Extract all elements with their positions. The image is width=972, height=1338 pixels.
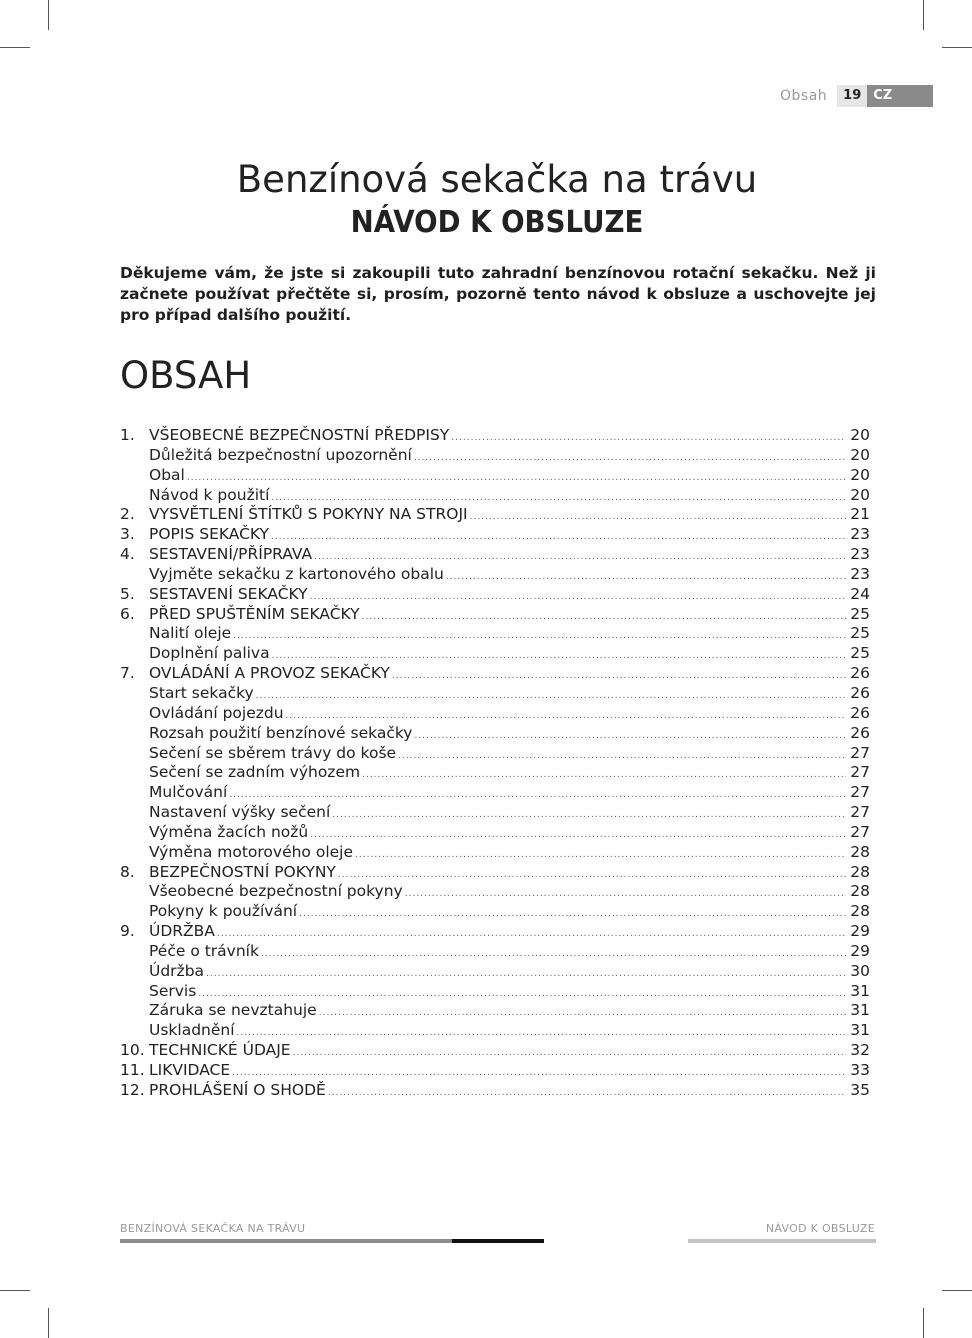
toc-entry-leader [206,970,846,979]
toc-entry-leader [286,712,846,721]
toc-entry-page: 27 [850,783,870,802]
toc-entry[interactable] [120,684,870,704]
toc-entry-title: VŠEOBECNÉ BEZPEČNOSTNÍ PŘEDPISY [149,426,450,444]
toc-entry-page: 26 [850,723,870,742]
crop-mark [0,1290,30,1291]
toc-entry[interactable] [120,902,870,922]
footer-bar-segment [452,1239,544,1243]
toc-entry-title: Pokyny k používání [149,902,298,921]
toc-entry-page: 20 [850,465,870,484]
toc-entry[interactable] [120,724,870,744]
toc-entry-page: 20 [850,445,870,464]
toc-entry-leader [198,990,846,999]
toc-entry-number: 11. [120,1061,145,1079]
toc-entry-page: 31 [850,1021,870,1040]
toc-entry[interactable] [120,843,870,863]
toc-entry[interactable] [120,1021,870,1041]
toc-entry-page: 28 [850,842,870,861]
toc-entry-leader [392,672,846,681]
toc-entry-leader [229,791,846,800]
toc-entry[interactable] [120,1081,870,1101]
toc-entry[interactable] [120,426,870,446]
document-subtitle: NÁVOD K OBSLUZE [350,205,644,240]
toc-entry-page: 24 [850,584,870,603]
toc-entry-number: 9. [120,922,135,941]
toc-entry-leader [319,1009,846,1018]
toc-entry-title: Uskladnění [149,1021,235,1040]
footer-bar-segment [544,1239,688,1243]
toc-entry-title: VYSVĚTLENÍ ŠTÍTKŮ S POKYNY NA STROJI [149,505,468,524]
toc-entry-title: Všeobecné bezpečnostní pokyny [149,882,403,901]
toc-entry-title: ÚDRŽBA [149,922,215,941]
toc-entry-page: 26 [850,664,870,683]
toc-entry-title: Péče o trávník [149,941,259,960]
toc-entry-leader [328,1089,846,1098]
toc-entry[interactable] [120,446,870,466]
toc-entry-title: Mulčování [149,783,228,802]
toc-entry-title: Servis [149,981,197,1000]
toc-entry-leader [271,533,846,542]
crop-mark [0,47,30,48]
toc-entry-number: 5. [120,584,135,603]
toc-entry-leader [299,910,846,919]
toc-entry-page: 23 [850,525,870,544]
toc-entry-page: 26 [850,703,870,722]
toc-entry-page: 31 [850,1001,870,1020]
toc-entry-number: 6. [120,604,135,623]
toc-entry-leader [332,811,846,820]
toc-entry-page: 28 [850,882,870,901]
toc-entry-page: 27 [850,803,870,822]
toc-entry-title: Návod k použití [149,485,270,504]
toc-entry-title: Sečení se sběrem trávy do koše [149,743,397,762]
toc-entry-page: 21 [850,505,870,524]
toc-entry-leader [314,553,846,562]
toc-entry-leader [310,593,846,602]
toc-entry-page: 25 [850,604,870,623]
toc-entry-leader [414,454,846,463]
toc-entry-page: 30 [850,961,870,980]
toc-entry[interactable] [120,823,870,843]
toc-entry[interactable] [120,1001,870,1021]
footer-left: BENZÍNOVÁ SEKAČKA NA TRÁVU [120,1222,306,1235]
toc-entry-number: 3. [120,525,135,544]
toc-entry-number: 1. [120,426,135,444]
toc-entry-page: 23 [850,545,870,564]
toc-entry-title: Rozsah použití benzínové sekačky [149,723,413,742]
toc-entry[interactable] [120,962,870,982]
toc-entry[interactable] [120,505,870,525]
toc-entry-leader [451,434,846,443]
header-language: CZ [867,85,933,107]
toc-entry[interactable] [120,525,870,545]
toc-entry[interactable] [120,545,870,565]
toc-entry-page: 20 [850,485,870,504]
toc-entry-leader [362,771,846,780]
toc-entry-leader [232,1069,846,1078]
toc-entry-leader [187,474,846,483]
toc-entry[interactable] [120,644,870,664]
toc-entry-title: Ovládání pojezdu [149,703,284,722]
crop-mark [923,0,924,30]
toc-entry[interactable] [120,783,870,803]
toc-entry-title: Výměna motorového oleje [149,842,354,861]
toc-entry[interactable] [120,982,870,1002]
toc-entry-leader [217,930,846,939]
toc-entry-number: 12. [120,1080,145,1099]
toc-entry-leader [446,573,846,582]
toc-entry-page: 26 [850,683,870,702]
footer-bar-segment [120,1239,452,1243]
toc-entry-title: TECHNICKÉ ÚDAJE [149,1041,291,1060]
toc-entry-page: 35 [850,1080,870,1099]
toc-entry-title: Nalití oleje [149,624,232,643]
footer-bar [120,1239,876,1243]
crop-mark [48,1308,49,1338]
toc-entry-page: 23 [850,564,870,583]
crop-mark [48,0,49,30]
toc-entry-title: PROHLÁŠENÍ O SHODĚ [149,1080,326,1099]
toc-entry-title: Start sekačky [149,683,254,702]
toc-entry-title: Údržba [149,961,205,980]
toc-entry[interactable] [120,942,870,962]
footer-right: NÁVOD K OBSLUZE [765,1222,875,1235]
toc-entry-title: BEZPEČNOSTNÍ POKYNY [149,862,336,881]
toc-entry-number: 2. [120,505,135,524]
toc-entry-title: POPIS SEKAČKY [149,525,269,544]
table-of-contents [120,426,870,1101]
toc-entry[interactable] [120,922,870,942]
toc-entry[interactable] [120,704,870,724]
toc-entry-leader [362,613,846,622]
toc-entry-page: 28 [850,862,870,881]
toc-entry-leader [233,632,846,641]
toc-entry-title: PŘED SPUŠTĚNÍM SEKAČKY [149,604,360,623]
toc-entry-title: LIKVIDACE [149,1061,231,1079]
toc-entry-title: Vyjměte sekačku z kartonového obalu [149,564,444,583]
toc-entry-page: 33 [850,1061,870,1079]
header-page-number: 19 [837,85,867,107]
document-title: Benzínová sekačka na trávu [236,158,758,201]
toc-entry-title: Výměna žacích nožů [149,822,309,841]
toc-entry[interactable] [120,803,870,823]
toc-entry[interactable] [120,624,870,644]
toc-entry[interactable] [120,466,870,486]
toc-entry-title: Doplnění paliva [149,644,270,663]
toc-entry-page: 20 [850,426,870,444]
toc-entry-page: 29 [850,941,870,960]
toc-heading: OBSAH [120,354,252,397]
toc-entry-page: 27 [850,822,870,841]
crop-mark [942,1290,972,1291]
toc-entry-leader [398,752,846,761]
toc-entry-leader [338,871,846,880]
toc-entry[interactable] [120,882,870,902]
toc-entry[interactable] [120,664,870,684]
toc-entry[interactable] [120,565,870,585]
toc-entry-leader [405,890,846,899]
toc-entry-number: 10. [120,1041,145,1060]
toc-entry-page: 25 [850,644,870,663]
toc-entry[interactable] [120,1041,870,1061]
toc-entry-page: 27 [850,763,870,782]
toc-entry[interactable] [120,1061,870,1081]
toc-entry-leader [414,732,846,741]
toc-entry[interactable] [120,863,870,883]
toc-entry-title: Obal [149,465,185,484]
toc-entry-page: 29 [850,922,870,941]
crop-mark [923,1308,924,1338]
toc-entry[interactable] [120,486,870,506]
header-section: Obsah [780,88,828,104]
toc-entry[interactable] [120,585,870,605]
toc-entry-leader [470,513,846,522]
toc-entry[interactable] [120,763,870,783]
toc-entry-title: SESTAVENÍ SEKAČKY [149,584,308,603]
toc-entry[interactable] [120,605,870,625]
toc-entry[interactable] [120,744,870,764]
toc-entry-title: OVLÁDÁNÍ A PROVOZ SEKAČKY [149,664,390,683]
toc-entry-leader [293,1049,846,1058]
toc-entry-number: 4. [120,545,135,564]
toc-entry-page: 28 [850,902,870,921]
toc-entry-title: Nastavení výšky sečení [149,803,331,822]
footer-bar-segment [688,1239,876,1243]
toc-entry-leader [237,1029,846,1038]
toc-entry-leader [310,831,846,840]
toc-entry-title: Sečení se zadním výhozem [149,763,361,782]
crop-mark [942,47,972,48]
toc-entry-leader [355,851,846,860]
intro-paragraph: Děkujeme vám, že jste si zakoupili tuto zahradní benzínovou rotační sekačku. Než ji začnete používat přečtěte si, prosím, pozorně tento návod k obsluze a uschovejte jej pro případ dalšího použití. [120,264,876,324]
toc-entry-leader [272,652,846,661]
toc-entry-title: SESTAVENÍ/PŘÍPRAVA [149,545,313,564]
toc-entry-page: 25 [850,624,870,643]
toc-entry-leader [271,494,846,503]
toc-entry-number: 7. [120,664,135,683]
toc-entry-title: Důležitá bezpečnostní upozornění [149,445,412,464]
toc-entry-number: 8. [120,862,135,881]
toc-entry-page: 31 [850,981,870,1000]
toc-entry-leader [256,692,846,701]
toc-entry-page: 32 [850,1041,870,1060]
toc-entry-title: Záruka se nevztahuje [149,1001,317,1020]
toc-entry-page: 27 [850,743,870,762]
page-header [780,85,933,107]
toc-entry-leader [261,950,846,959]
